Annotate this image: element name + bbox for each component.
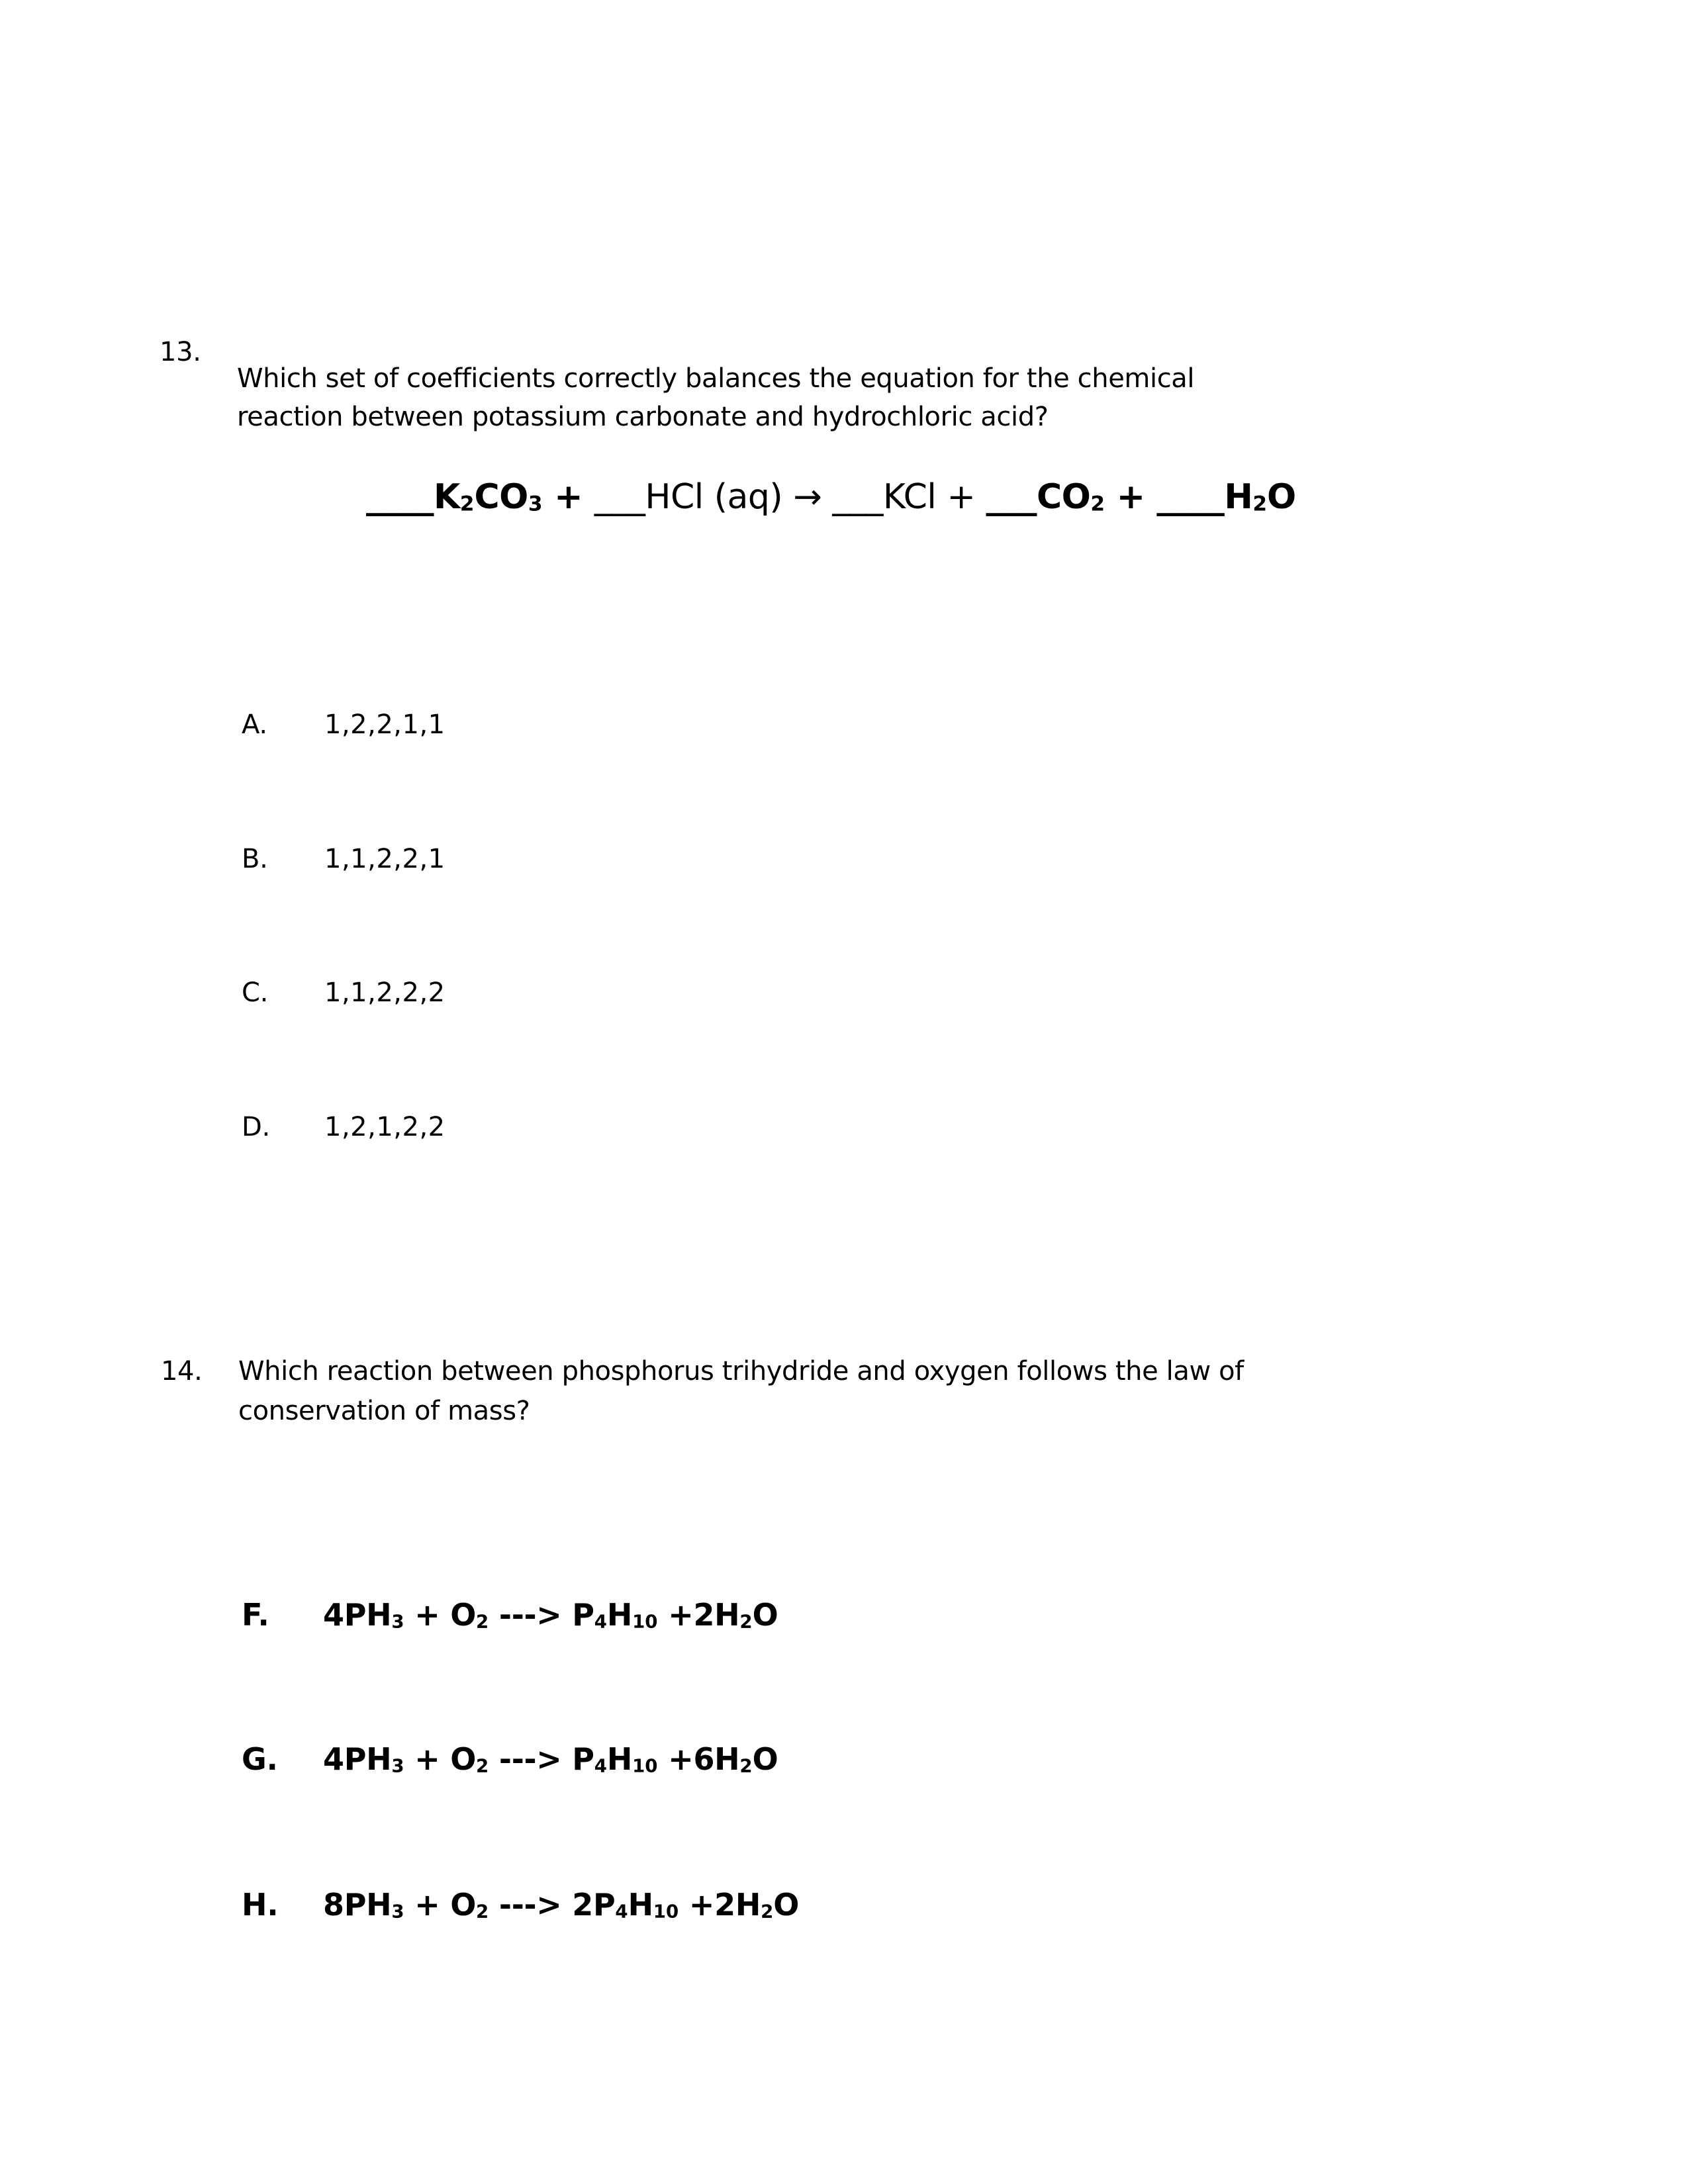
- option-row-h: [242, 1889, 799, 1921]
- subscript: 4: [594, 1610, 607, 1633]
- subscript: 4: [594, 1754, 607, 1777]
- subscript: 2: [476, 1900, 489, 1923]
- equation-segment: ___HCl (aq) → ___KCl +: [594, 477, 986, 517]
- option-h-formula: 8PH3 + O2 ---> 2P4H10 +2H2O: [323, 1887, 800, 1923]
- question-14-prompt-line-1: Which reaction between phosphorus trihydride and oxygen follows the law of: [238, 1356, 1244, 1387]
- option-c-label: C.: [242, 978, 269, 1008]
- option-g-formula: 4PH3 + O2 ---> P4H10 +6H2O: [323, 1741, 778, 1777]
- question-13-prompt-line-1: Which set of coefficients correctly balances the equation for the chemical: [237, 363, 1195, 394]
- option-c-value: 1,1,2,2,2: [324, 978, 445, 1008]
- option-row-d: [242, 1114, 445, 1140]
- subscript: 3: [391, 1754, 404, 1777]
- question-14-number: 14.: [161, 1356, 203, 1387]
- subscript: 3: [391, 1610, 404, 1633]
- subscript: 10: [632, 1610, 658, 1633]
- option-g-label: G.: [242, 1741, 278, 1777]
- option-row-b: [242, 846, 445, 872]
- option-row-g: [242, 1741, 778, 1777]
- option-a-label: A.: [242, 709, 267, 740]
- subscript: 2: [1252, 492, 1268, 516]
- subscript: 2: [739, 1754, 753, 1777]
- option-f-label: F.: [242, 1597, 269, 1633]
- option-d-value: 1,2,1,2,2: [324, 1112, 445, 1142]
- option-b-label: B.: [242, 844, 268, 874]
- subscript: 3: [528, 492, 543, 516]
- subscript: 2: [761, 1900, 774, 1923]
- chemical-equation-blanks: [366, 477, 1296, 517]
- option-row-c: [242, 979, 445, 1006]
- option-f-formula: 4PH3 + O2 ---> P4H10 +2H2O: [323, 1597, 778, 1633]
- subscript: 2: [459, 492, 475, 516]
- question-13-prompt: [237, 359, 1194, 436]
- question-13-prompt-line-2: reaction between potassium carbonate and hydrochloric acid?: [237, 402, 1049, 432]
- option-a-value: 1,2,2,1,1: [324, 709, 445, 740]
- question-13-number: 13.: [160, 337, 201, 367]
- question-14-prompt-line-2: conservation of mass?: [238, 1396, 530, 1426]
- subscript: 2: [739, 1610, 753, 1633]
- equation-segment: ____K2CO3 +: [366, 477, 594, 517]
- subscript: 10: [653, 1900, 679, 1923]
- question-14: [161, 1351, 1244, 1431]
- subscript: 10: [632, 1754, 658, 1777]
- option-row-a: [242, 711, 445, 738]
- subscript: 2: [1090, 492, 1105, 516]
- subscript: 2: [476, 1754, 489, 1777]
- subscript: 3: [391, 1900, 404, 1923]
- option-b-value: 1,1,2,2,1: [324, 844, 445, 874]
- option-h-label: H.: [242, 1887, 279, 1923]
- option-d-label: D.: [242, 1112, 270, 1142]
- option-row-f: [242, 1597, 778, 1633]
- question-14-prompt: [238, 1351, 1244, 1431]
- subscript: 2: [476, 1610, 489, 1633]
- subscript: 4: [615, 1900, 628, 1923]
- equation-segment: ___CO2 + ____H2O: [986, 477, 1296, 517]
